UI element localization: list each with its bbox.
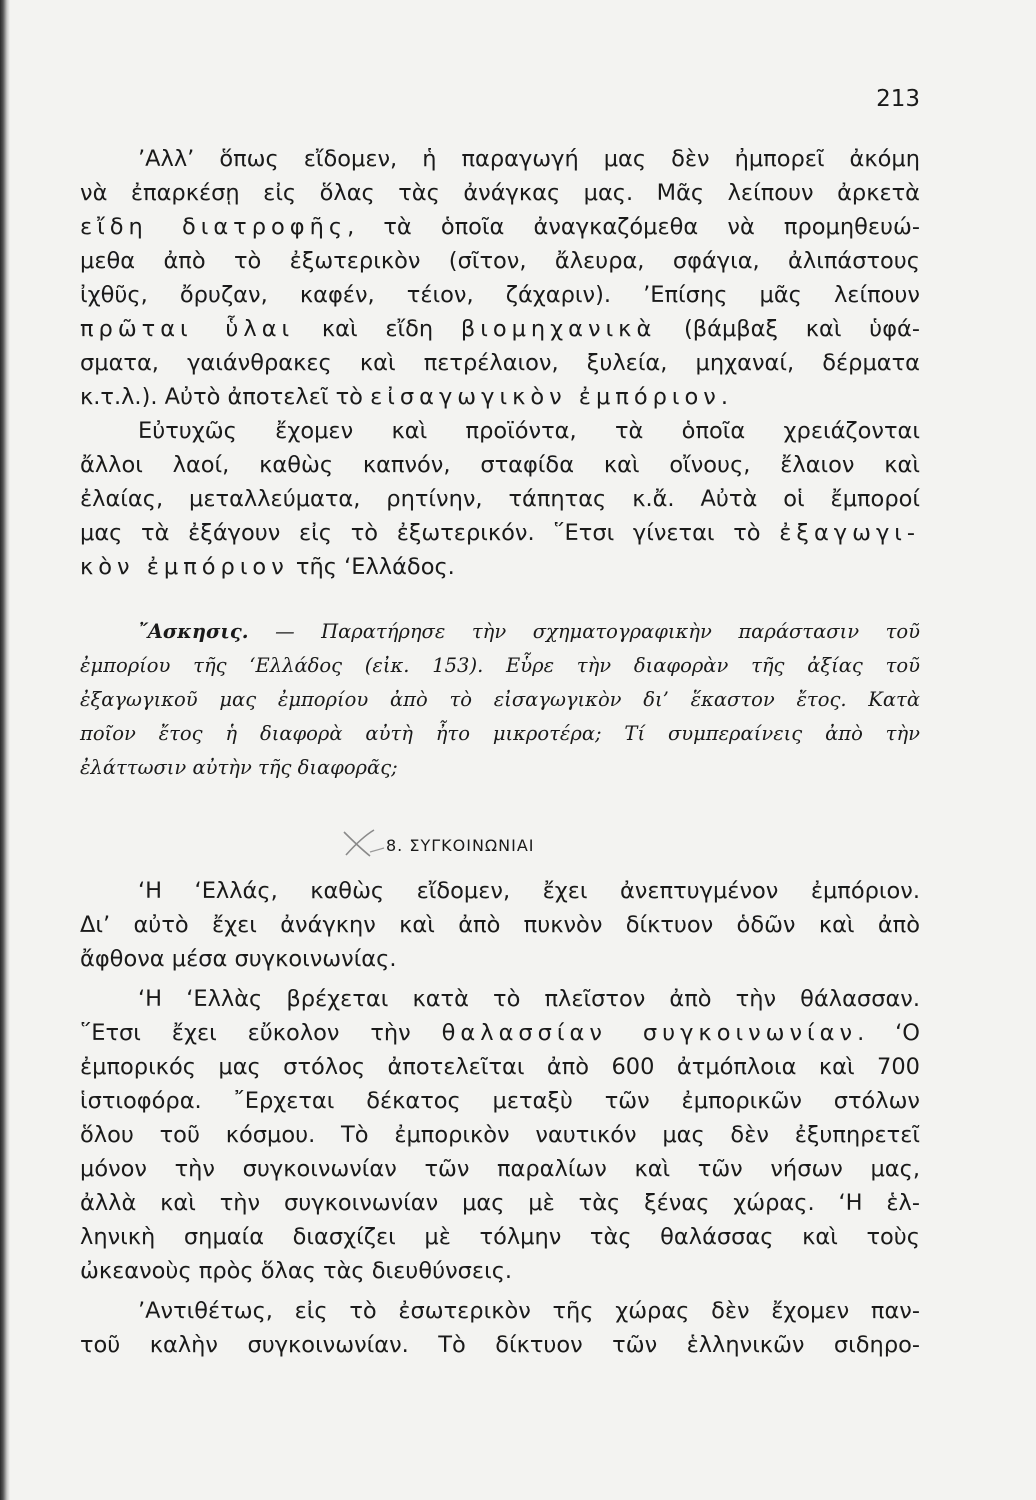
text-line: μεθα ἀπὸ τὸ ἐξωτερικὸν (σῖτον, ἄλευρα, σφάγια, ἀλιπάστους [80,248,920,274]
exercise-line: ποῖον ἔτος ἡ διαφορὰ αὐτὴ ἦτο μικροτέρα; Τί συμπεραίνεις ἀπὸ τὴν [80,722,920,745]
exercise-line: ἐμπορίου τῆς ‘Ελλάδος (εἰκ. 153). Εὗρε τὴν διαφορὰν τῆς ἀξίας τοῦ [80,654,920,677]
exercise-line [138,616,920,648]
text-line: ἐμπορικός μας στόλος ἀποτελεῖται ἀπὸ 600 ἀτμόπλοια καὶ 700 [80,1054,920,1080]
text-span: — Παρατήρησε τὴν σχηματογραφικὴν παράστασιν τοῦ [248,620,920,643]
text-line: ἀλλὰ καὶ τὴν συγκοινωνίαν μας μὲ τὰς ξένας χώρας. ‘Η ἑλ- [80,1190,920,1216]
text-line [80,1016,920,1050]
text-line: ὠκεανοὺς πρὸς ὅλας τὰς διευθύνσεις. [80,1258,513,1284]
text-line [80,380,920,414]
text-line [80,550,920,584]
text-span: μας τὰ ἐξάγουν εἰς τὸ ἐξωτερικόν. ῞Ετσι γίνεται τὸ [80,520,780,546]
spaced-term: κὸν ἐμπόριον [80,554,289,580]
spaced-term: εἴδη διατροφῆς [80,214,348,240]
section-heading: 8. ΣΥΓΚΟΙΝΩΝΙΑΙ [386,836,535,855]
text-line: Εὐτυχῶς ἔχομεν καὶ προϊόντα, τὰ ὁποῖα χρειάζονται [138,418,920,444]
page-number: 213 [876,86,920,112]
text-line: ληνικὴ σημαία διασχίζει μὲ τόλμην τὰς θαλάσσας καὶ τοὺς [80,1224,920,1250]
text-line: ἐλαίας, μεταλλεύματα, ρητίνην, τάπητας κ.ἄ. Αὐτὰ οἱ ἔμποροί [80,486,920,512]
spaced-term: θαλασσίαν συγκοινωνίαν [441,1020,858,1046]
text-span: . [720,384,728,410]
exercise-label: ῎Ασκησις. [138,620,249,643]
text-line: μόνον τὴν συγκοινωνίαν τῶν παραλίων καὶ τῶν νήσων μας, [80,1156,920,1182]
text-line: ’Αντιθέτως, εἰς τὸ ἐσωτερικὸν τῆς χώρας δὲν ἔχομεν παν- [138,1298,920,1324]
text-span: ῞Ετσι ἔχει εὔκολον τὴν [80,1020,442,1046]
text-line: ‘Η ‘Ελλάς, καθὼς εἴδομεν, ἔχει ἀνεπτυγμένον ἐμπόριον. [138,878,920,904]
text-line: ’Αλλ’ ὅπως εἴδομεν, ἡ παραγωγή μας δὲν ἠμπορεῖ ἀκόμη [138,146,920,172]
pencil-x-mark-icon [340,826,386,858]
text-line: ὅλου τοῦ κόσμου. Τὸ ἐμπορικὸν ναυτικόν μας δὲν ἐξυπηρετεῖ [80,1122,920,1148]
text-line: νὰ ἐπαρκέσῃ εἰς ὅλας τὰς ἀνάγκας μας. Μᾶς λείπουν ἀρκετὰ [80,180,920,206]
text-line: τοῦ καλὴν συγκοινωνίαν. Τὸ δίκτυον τῶν ἑλληνικῶν σιδηρο- [80,1332,920,1358]
spaced-term: βιομηχανικὰ [460,316,657,342]
text-span: κ.τ.λ.). Αὐτὸ ἀποτελεῖ τὸ [80,384,371,410]
text-span: . ‘Ο [857,1020,920,1046]
text-line: σματα, γαιάνθρακες καὶ πετρέλαιον, ξυλεία, μηχαναί, δέρματα [80,350,920,376]
spaced-term: ἐξαγωγι- [779,520,920,546]
text-span: (βάμβαξ καὶ ὑφά- [656,316,920,342]
text-line: ἄλλοι λαοί, καθὼς καπνόν, σταφίδα καὶ οἴνους, ἔλαιον καὶ [80,452,920,478]
text-line: ἄφθονα μέσα συγκοινωνίας. [80,946,397,972]
page-binding-edge [0,0,10,1500]
text-span: καὶ εἴδη [294,316,461,342]
text-line: ‘Η ‘Ελλὰς βρέχεται κατὰ τὸ πλεῖστον ἀπὸ τὴν θάλασσαν. [138,986,920,1012]
text-line: ἱστιοφόρα. ῎Ερχεται δέκατος μεταξὺ τῶν ἐμπορικῶν στόλων [80,1088,920,1114]
text-line [80,312,920,346]
text-line: ἰχθῦς, ὄρυζαν, καφέν, τέιον, ζάχαριν). ’Επίσης μᾶς λείπουν [80,282,920,308]
text-line [80,210,920,244]
text-span: , τὰ ὁποῖα ἀναγκαζόμεθα νὰ προμηθευώ- [347,214,920,240]
exercise-line: ἐλάττωσιν αὐτὴν τῆς διαφορᾶς; [80,756,398,779]
text-line [80,516,920,550]
exercise-line: ἐξαγωγικοῦ μας ἐμπορίου ἀπὸ τὸ εἰσαγωγικὸν δι’ ἕκαστον ἔτος. Κατὰ [80,688,920,711]
text-span: τῆς ‘Ελλάδος. [288,554,455,580]
spaced-term: πρῶται ὗλαι [80,316,295,342]
spaced-term: εἰσαγωγικὸν ἐμπόριον [370,384,721,410]
text-line: Δι’ αὐτὸ ἔχει ἀνάγκην καὶ ἀπὸ πυκνὸν δίκτυον ὁδῶν καὶ ἀπὸ [80,912,920,938]
